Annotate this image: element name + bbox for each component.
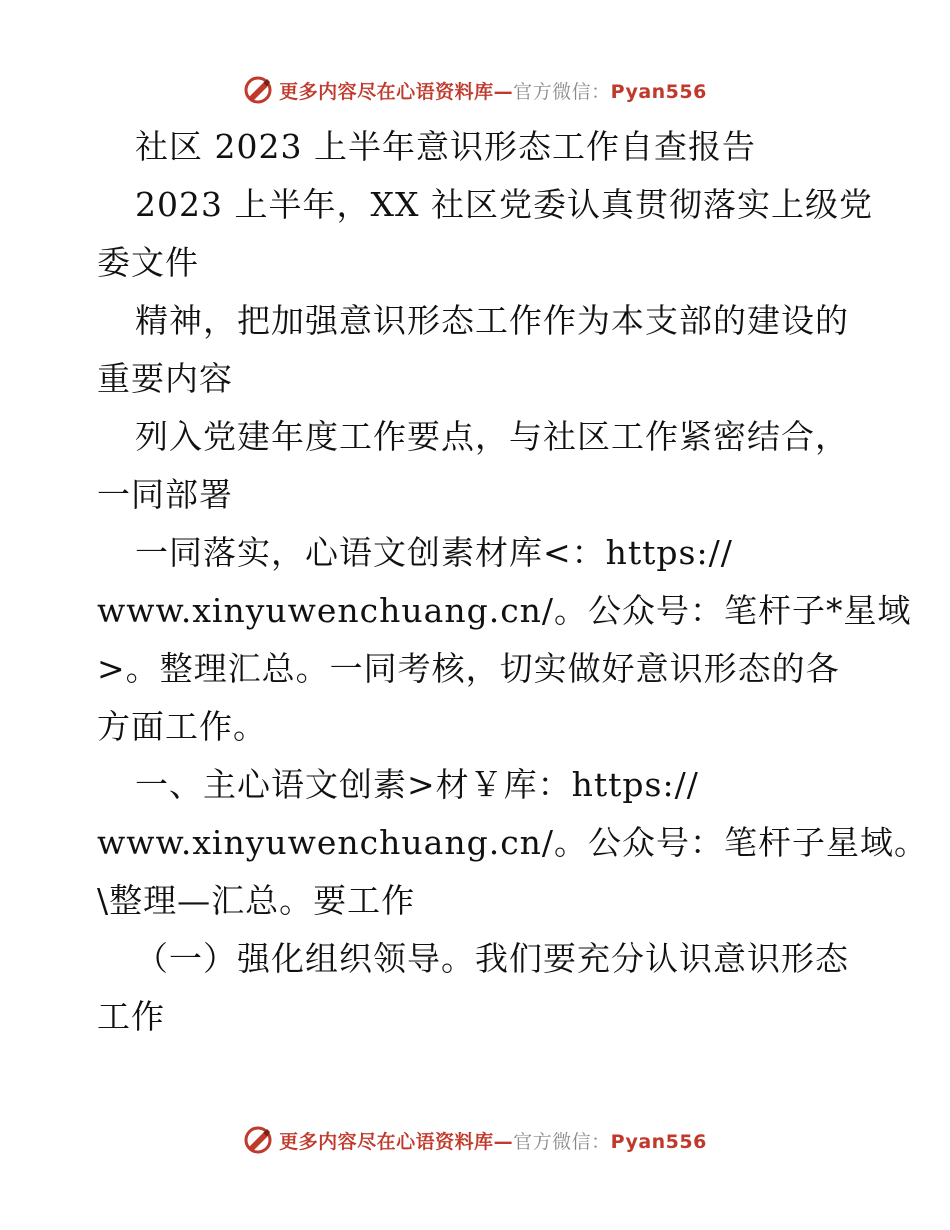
pen-logo-icon: [243, 1125, 273, 1155]
paragraph-line: 工作: [97, 997, 165, 1036]
pen-logo-icon: [243, 75, 273, 105]
paragraph-line: 精神，把加强意识形态工作作为本支部的建设的: [135, 301, 849, 340]
paragraph-line: 2023 上半年，XX 社区党委认真贯彻落实上级党: [135, 185, 873, 224]
document-body: [97, 118, 929, 1046]
paragraph-line: 一同落实，心语文创素材库<：https://: [135, 533, 733, 572]
paragraph-line: 一同部署: [97, 475, 233, 514]
footer-watermark: [0, 1120, 950, 1160]
watermark-main: 更多内容尽在心语资料库: [279, 1130, 494, 1153]
paragraph-line: 一、主心语文创素>材￥库：https://: [135, 765, 699, 804]
paragraph-line: 重要内容: [97, 359, 233, 398]
watermark-wechat: Pyan556: [610, 80, 707, 103]
paragraph-line: 列入党建年度工作要点，与社区工作紧密结合，: [135, 417, 849, 456]
watermark-dash: —: [493, 80, 514, 103]
watermark-official: 官方微信：: [513, 1130, 611, 1153]
paragraph-line: >。整理汇总。一同考核，切实做好意识形态的各: [97, 649, 840, 688]
paragraph-line: （一）强化组织领导。我们要充分认识意识形态: [135, 939, 849, 978]
header-watermark: [0, 70, 950, 110]
watermark-text: [279, 77, 707, 104]
document-title: 社区 2023 上半年意识形态工作自查报告: [135, 127, 756, 166]
watermark-dash: —: [493, 1130, 514, 1153]
paragraph-line: \整理—汇总。要工作: [97, 881, 416, 920]
paragraph-line: www.xinyuwenchuang.cn/。公众号：笔杆子*星域: [97, 591, 912, 630]
watermark-text: [279, 1127, 707, 1154]
watermark-wechat: Pyan556: [610, 1130, 707, 1153]
paragraph-line: 委文件: [97, 243, 199, 282]
watermark-main: 更多内容尽在心语资料库: [279, 80, 494, 103]
paragraph-line: www.xinyuwenchuang.cn/。公众号：笔杆子星域。: [97, 823, 929, 862]
watermark-official: 官方微信：: [513, 80, 611, 103]
paragraph-line: 方面工作。: [97, 707, 267, 746]
